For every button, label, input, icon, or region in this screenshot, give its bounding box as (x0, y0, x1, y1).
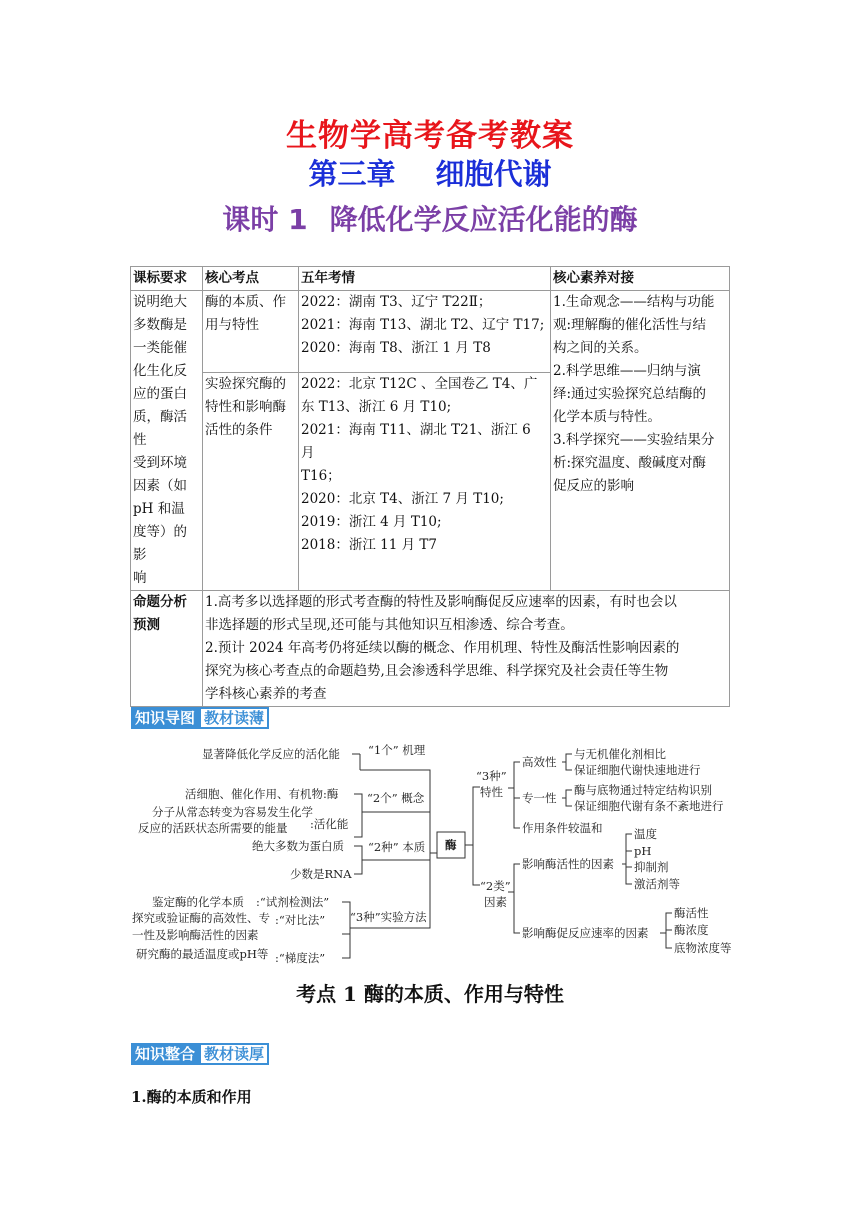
lesson-number: 课时 1 (222, 203, 308, 236)
factor-item: 影响酶活性的因素 (522, 857, 614, 871)
nature-node: “2种” 本质 (368, 840, 426, 854)
header-cell: 课标要求 (131, 267, 203, 291)
connector (660, 913, 672, 948)
method-item: :“试剂检测法” (256, 895, 330, 909)
header-cell: 五年考情 (299, 267, 551, 291)
exam-cell: 2022：北京 T12C 、全国卷乙 T4、广 东 T13、浙江 6 月 T10; 2021：海南 T11、湖北 T21、浙江 6 月 T16； 2020：北京 T4、浙江 7 月 T10; 2019：浙江 4 月 T10; 2018：浙江 11 月 T7 (299, 373, 551, 591)
factor-detail: 抑制剂 (634, 860, 669, 874)
mechanism-item: 显著降低化学反应的活化能 (202, 747, 340, 761)
connector (342, 853, 430, 958)
knowledge-mindmap (130, 740, 735, 968)
factor-detail: 酶浓度 (674, 923, 709, 937)
concept-item: 反应的活跃状态所需要的能量 (138, 821, 288, 835)
factor-detail: 底物浓度等 (674, 941, 732, 955)
lesson-title (0, 198, 860, 238)
property-detail: 酶与底物通过特定结构识别 (574, 783, 712, 797)
table-header-row (131, 267, 730, 291)
property-item: 专一性 (522, 791, 557, 805)
lesson-name: 降低化学反应活化能的酶 (329, 203, 638, 236)
center-node: 酶 (445, 838, 457, 852)
factor-detail: 激活剂等 (634, 877, 680, 891)
document-title: 生物学高考备考教案 (286, 118, 574, 154)
factor-detail: pH (634, 844, 652, 858)
factor-node: “2类” (480, 879, 511, 893)
requirement-cell: 说明绝大 多数酶是 一类能催 化生化反 应的蛋白 质，酶活性 受到环境 因素（如 pH 和温 度等）的影 响 (131, 291, 203, 591)
factor-detail: 温度 (634, 827, 657, 841)
connector (465, 787, 480, 885)
concept-item: 活细胞、催化作用、有机物:酶 (185, 787, 339, 801)
section-badge-integration: 知识整合 教材读厚 (131, 1043, 269, 1065)
section-badge-mindmap: 知识导图 教材读薄 (131, 707, 269, 729)
nature-item: 少数是RNA (290, 867, 352, 881)
chapter-number: 第三章 (308, 157, 396, 191)
method-item: :“对比法” (275, 913, 326, 927)
section-heading: 1.酶的本质和作用 (131, 1088, 252, 1106)
point-cell: 酶的本质、作 用与特性 (203, 291, 299, 373)
method-item: 一性及影响酶活性的因素 (132, 928, 259, 942)
method-item: 探究或验证酶的高效性、专 (132, 911, 270, 925)
factor-detail: 酶活性 (674, 906, 709, 920)
method-item: 研究酶的最适温度或pH等 (136, 947, 269, 961)
chapter-title (0, 152, 860, 193)
point-cell: 实验探究酶的 特性和影响酶 活性的条件 (203, 373, 299, 591)
property-detail: 保证细胞代谢有条不紊地进行 (574, 799, 724, 813)
literacy-cell: 1.生命观念——结构与功能 观:理解酶的催化活性与结 构之间的关系。 2.科学思维——归纳与演 绎:通过实验探究总结酶的 化学本质与特性。 3.科学探究——实验结果分 析:探究温度、酸碱度对酶 促反应的影响 (551, 291, 730, 591)
connector (430, 770, 437, 928)
exam-cell: 2022：湖南 T3、辽宁 T22Ⅱ； 2021：海南 T13、湖北 T2、辽宁 T17; 2020：海南 T8、浙江 1 月 T8 (299, 291, 551, 373)
overview-table (130, 266, 730, 707)
property-node: 特性 (480, 785, 503, 799)
method-item: :“梯度法” (275, 951, 326, 965)
connector (508, 762, 520, 828)
forecast-label-cell: 命题分析 预测 (131, 591, 203, 707)
factor-item: 影响酶促反应速率的因素 (522, 926, 649, 940)
chapter-name: 细胞代谢 (435, 157, 552, 191)
nature-item: 绝大多数为蛋白质 (252, 839, 344, 853)
property-node: “3种” (476, 769, 507, 783)
method-item: 鉴定酶的化学本质 (152, 895, 244, 909)
factor-node: 因素 (484, 895, 507, 909)
property-detail: 保证细胞代谢快速地进行 (574, 763, 701, 777)
property-item: 高效性 (522, 755, 557, 769)
connector (508, 864, 520, 933)
connector (562, 790, 572, 806)
property-item: 作用条件较温和 (522, 821, 603, 835)
table-row (131, 291, 730, 373)
forecast-cell: 1.高考多以选择题的形式考查酶的特性及影响酶促反应速率的因素，有时也会以 非选择题的形式呈现,还可能与其他知识互相渗透、综合考查。 2.预计 2024 年高考仍将延续以酶的概念、作用机理、特性及酶活性影响因素的 探究为核心考查点的命题趋势,且会渗透科学思维、科学探究及社会责任等生物 学科核心素养的考查 (203, 591, 730, 707)
connector (562, 754, 572, 770)
concept-item: :活化能 (310, 817, 349, 831)
connector (622, 834, 632, 884)
method-node: “3种”实验方法 (350, 910, 427, 924)
header-cell: 核心素养对接 (551, 267, 730, 291)
table-row (131, 591, 730, 707)
concept-node: “2个” 概念 (367, 791, 425, 805)
mechanism-node: “1个” 机理 (368, 743, 426, 757)
header-cell: 核心考点 (203, 267, 299, 291)
property-detail: 与无机催化剂相比 (574, 747, 666, 761)
kaodian-title: 考点 1 酶的本质、作用与特性 (296, 982, 564, 1006)
concept-item: 分子从常态转变为容易发生化学 (152, 805, 313, 819)
